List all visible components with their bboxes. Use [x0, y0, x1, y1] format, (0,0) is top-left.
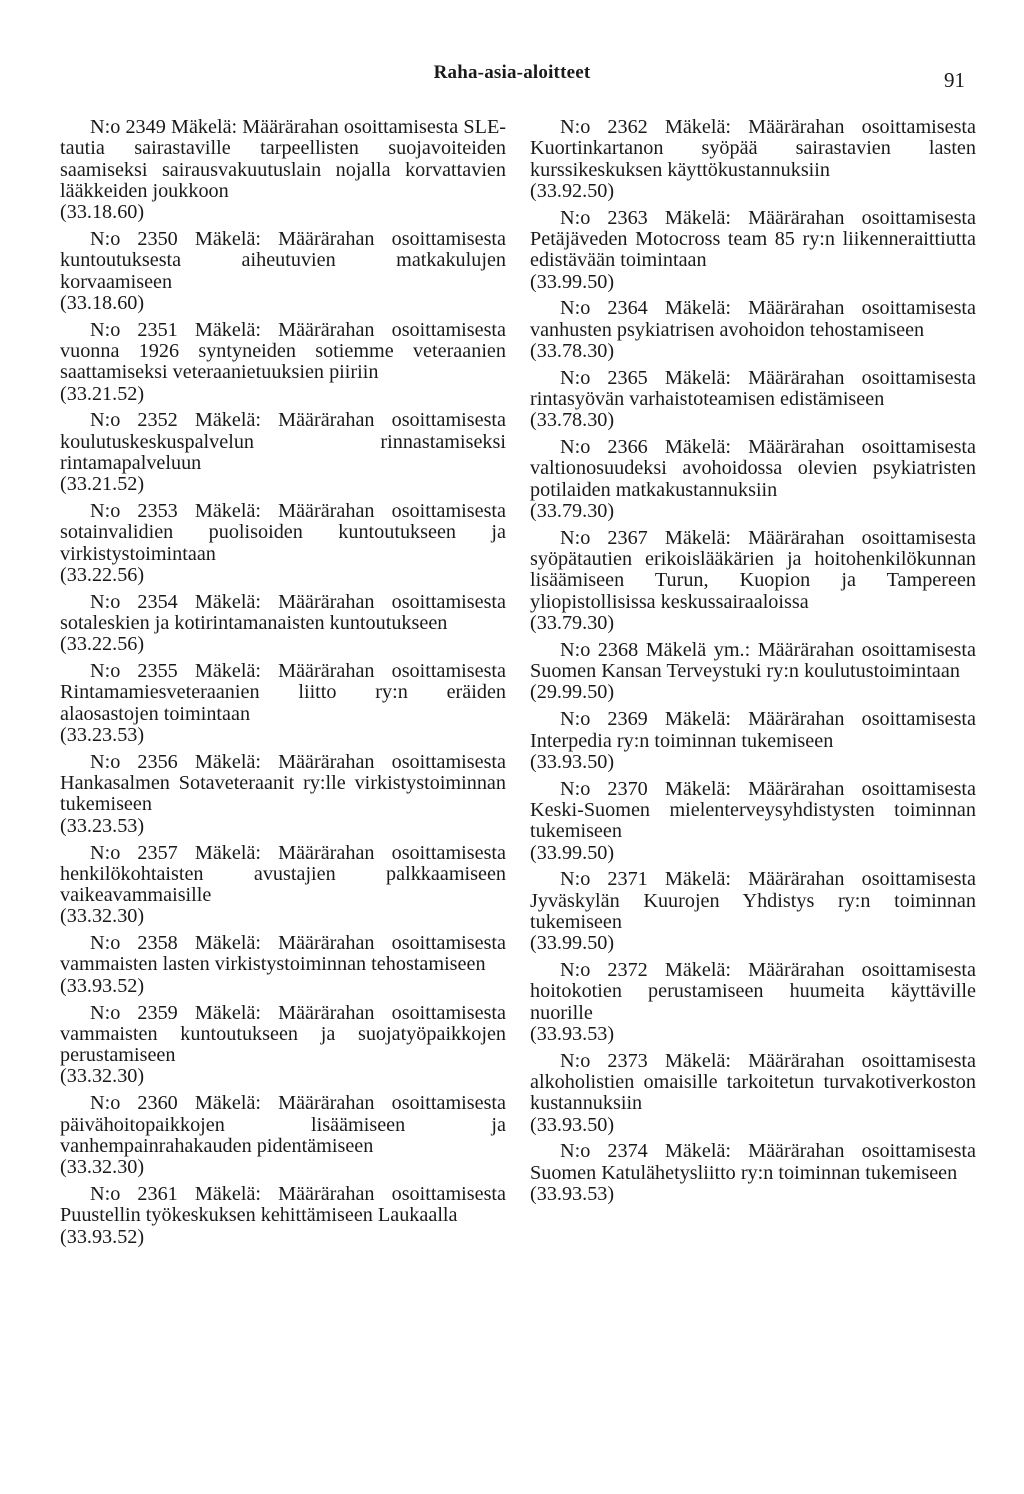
- initiative-entry: [530, 779, 976, 864]
- initiative-entry: [60, 752, 506, 837]
- initiative-title: Mäkelä: Määrärahan osoittamisesta rintasyövän varhaistoteamisen edistämiseen: [530, 366, 976, 411]
- initiative-number: N:o 2357: [90, 841, 178, 864]
- initiative-text: [530, 528, 976, 613]
- initiative-text: [530, 1051, 976, 1115]
- initiative-title: Mäkelä: Määrärahan osoittamisesta Jyväskylän Kuurojen Yhdistys ry:n toiminnan tukemiseen: [530, 868, 976, 933]
- initiative-entry: [530, 869, 976, 954]
- initiative-text: [60, 229, 506, 293]
- budget-item-code: (33.93.50): [530, 750, 615, 773]
- initiative-entry: [60, 661, 506, 746]
- initiative-number: N:o 2352: [90, 409, 178, 432]
- budget-item-code: (33.79.30): [530, 612, 615, 635]
- initiative-title: Mäkelä: Määrärahan osoittamisesta syöpätautien erikoislääkärien ja hoitohenkilökunnan lisäämiseen Turun, Kuopion ja Tampereen yliopistollisissa keskussairaaloissa: [530, 526, 976, 613]
- initiative-title: Mäkelä: Määrärahan osoittamisesta SLE-tautia sairastaville tarpeellisten suojavoiteiden saamiseksi sairausvakuutuslain nojalla korvattavien lääkkeiden joukkoon: [60, 116, 507, 202]
- initiative-title: Mäkelä: Määrärahan osoittamisesta vammaisten lasten virkistystoiminnan tehostamiseen: [60, 932, 506, 976]
- initiative-title: Mäkelä: Määrärahan osoittamisesta Suomen Katulähetysliitto ry:n toiminnan tukemiseen: [530, 1140, 976, 1184]
- initiative-text: [60, 501, 506, 565]
- initiative-text: [530, 117, 976, 181]
- initiative-entry: [60, 592, 506, 656]
- budget-item-code: (33.22.56): [60, 633, 145, 656]
- initiative-text: [530, 869, 976, 933]
- initiative-number: N:o 2351: [90, 318, 178, 341]
- budget-item-code: (33.93.52): [60, 1225, 145, 1248]
- initiative-entry: [60, 1184, 506, 1248]
- initiative-number: N:o 2362: [560, 116, 648, 138]
- budget-item-code: (33.21.52): [60, 473, 145, 496]
- initiative-text: [530, 208, 976, 272]
- initiative-title: Mäkelä: Määrärahan osoittamisesta Rintamamiesveteraanien liitto ry:n eräiden alaosastojen toimintaan: [60, 660, 506, 725]
- running-title: Raha-asia-aloitteet: [433, 62, 591, 83]
- initiative-title: Mäkelä ym.: Määrärahan osoittamisesta Suomen Kansan Terveystuki ry:n koulutustoimintaan: [530, 638, 976, 683]
- right-column: [530, 117, 976, 1211]
- initiative-entry: [530, 640, 976, 704]
- initiative-entry: [530, 208, 976, 293]
- budget-item-code: (33.99.50): [530, 932, 615, 955]
- initiative-entry: [530, 117, 976, 202]
- initiative-title: Mäkelä: Määrärahan osoittamisesta Hankasalmen Sotaveteraanit ry:lle virkistystoiminnan tukemiseen: [60, 750, 506, 816]
- initiative-entry: [60, 843, 506, 928]
- initiative-number: N:o 2367: [560, 526, 648, 549]
- budget-item-code: (33.32.30): [60, 1156, 145, 1179]
- budget-item-code: (33.99.50): [530, 841, 615, 864]
- initiative-number: N:o 2354: [90, 590, 178, 613]
- initiative-title: Mäkelä: Määrärahan osoittamisesta Interpedia ry:n toiminnan tukemiseen: [530, 708, 976, 752]
- initiative-text: [60, 1184, 506, 1227]
- budget-item-code: (33.18.60): [60, 201, 145, 224]
- page-number: 91: [944, 68, 965, 92]
- initiative-number: N:o 2364: [560, 297, 648, 320]
- initiative-text: [530, 960, 976, 1024]
- initiative-text: [60, 933, 506, 976]
- initiative-title: Mäkelä: Määrärahan osoittamisesta valtionosuudeksi avohoidossa olevien psykiatristen potilaiden matkakustannuksiin: [530, 436, 976, 501]
- initiative-number: N:o 2355: [90, 660, 178, 683]
- initiative-entry: [530, 298, 976, 362]
- initiative-title: Mäkelä: Määrärahan osoittamisesta vammaisten kuntoutukseen ja suojatyöpaikkojen perustamiseen: [60, 1001, 506, 1067]
- initiative-text: [530, 298, 976, 341]
- initiative-number: N:o 2361: [90, 1182, 178, 1205]
- initiative-text: [60, 752, 506, 816]
- initiative-number: N:o 2358: [90, 932, 178, 955]
- initiative-entry: [60, 501, 506, 586]
- initiative-entry: [530, 960, 976, 1045]
- initiative-number: N:o 2356: [90, 750, 178, 773]
- initiative-text: [60, 843, 506, 907]
- budget-item-code: (33.22.56): [60, 563, 145, 586]
- initiative-number: N:o 2374: [560, 1140, 648, 1163]
- initiative-text: [530, 779, 976, 843]
- budget-item-code: (33.32.30): [60, 905, 145, 928]
- initiative-title: Mäkelä: Määrärahan osoittamisesta Petäjäveden Motocross team 85 ry:n liikenneraittiutta edistävään toimintaan: [530, 206, 976, 272]
- initiative-number: N:o 2359: [90, 1001, 178, 1024]
- initiative-entry: [530, 528, 976, 634]
- left-column: [60, 117, 506, 1253]
- budget-item-code: (33.99.50): [530, 270, 615, 293]
- initiative-number: N:o 2368: [560, 638, 639, 661]
- initiative-text: [530, 437, 976, 501]
- initiative-entry: [60, 229, 506, 314]
- initiative-title: Mäkelä: Määrärahan osoittamisesta päivähoitopaikkojen lisäämiseen ja vanhempainrahakauden pidentämiseen: [60, 1092, 506, 1157]
- initiative-title: Mäkelä: Määrärahan osoittamisesta sotaleskien ja kotirintamanaisten kuntoutukseen: [60, 590, 506, 635]
- initiative-entry: [60, 410, 506, 495]
- initiative-title: Mäkelä: Määrärahan osoittamisesta alkoholistien omaisille tarkoitetun turvakotiverkoston kustannuksiin: [530, 1049, 976, 1115]
- budget-item-code: (33.78.30): [530, 409, 615, 432]
- initiative-text: [60, 410, 506, 474]
- initiative-number: N:o 2366: [560, 436, 648, 459]
- initiative-number: N:o 2370: [560, 777, 648, 800]
- initiative-text: [530, 1141, 976, 1184]
- initiative-entry: [60, 117, 506, 223]
- initiative-title: Mäkelä: Määrärahan osoittamisesta koulutuskeskuspalvelun rinnastamiseksi rintamapalveluun: [60, 409, 506, 474]
- initiative-title: Mäkelä: Määrärahan osoittamisesta henkilökohtaisten avustajien palkkaamiseen vaikeavammaisille: [60, 841, 506, 907]
- budget-item-code: (33.78.30): [530, 339, 615, 362]
- initiative-number: N:o 2369: [560, 708, 648, 731]
- budget-item-code: (33.21.52): [60, 382, 145, 405]
- initiative-text: [60, 661, 506, 725]
- budget-item-code: (33.32.30): [60, 1065, 145, 1088]
- initiative-text: [530, 640, 976, 683]
- initiative-number: N:o 2365: [560, 366, 648, 389]
- initiative-number: N:o 2373: [560, 1049, 648, 1072]
- initiative-number: N:o 2360: [90, 1092, 178, 1115]
- budget-item-code: (33.93.52): [60, 974, 145, 997]
- initiative-entry: [530, 1051, 976, 1136]
- initiative-title: Mäkelä: Määrärahan osoittamisesta vanhusten psykiatrisen avohoidon tehostamiseen: [530, 297, 976, 341]
- initiative-title: Mäkelä: Määrärahan osoittamisesta Kuortinkartanon syöpää sairastavien lasten kurssikeskuksen käyttökustannuksiin: [530, 116, 976, 181]
- initiative-entry: [530, 437, 976, 522]
- initiative-text: [530, 368, 976, 411]
- budget-item-code: (33.93.50): [530, 1113, 615, 1136]
- initiative-number: N:o 2349: [90, 116, 166, 138]
- initiative-entry: [530, 368, 976, 432]
- initiative-entry: [60, 1003, 506, 1088]
- initiative-title: Mäkelä: Määrärahan osoittamisesta vuonna 1926 syntyneiden sotiemme veteraanien saattamiseksi veteraanietuuksien piiriin: [60, 318, 506, 384]
- initiative-text: [530, 709, 976, 752]
- initiative-text: [60, 1093, 506, 1157]
- initiative-entry: [530, 709, 976, 773]
- initiative-title: Mäkelä: Määrärahan osoittamisesta hoitokotien perustamiseen huumeita käyttäville nuorille: [530, 958, 976, 1024]
- budget-item-code: (33.23.53): [60, 814, 145, 837]
- initiative-text: [60, 1003, 506, 1067]
- initiative-title: Mäkelä: Määrärahan osoittamisesta Keski-Suomen mielenterveysyhdistysten toiminnan tukemiseen: [530, 777, 976, 843]
- budget-item-code: (33.18.60): [60, 291, 145, 314]
- initiative-text: [60, 117, 506, 202]
- initiative-title: Mäkelä: Määrärahan osoittamisesta kuntoutuksesta aiheutuvien matkakulujen korvaamiseen: [60, 227, 506, 293]
- initiative-entry: [530, 1141, 976, 1205]
- initiative-number: N:o 2363: [560, 206, 648, 229]
- initiative-text: [60, 592, 506, 635]
- budget-item-code: (29.99.50): [530, 681, 615, 704]
- initiative-number: N:o 2350: [90, 227, 178, 250]
- initiative-title: Mäkelä: Määrärahan osoittamisesta Puustellin työkeskuksen kehittämiseen Laukaalla: [60, 1182, 506, 1227]
- budget-item-code: (33.93.53): [530, 1182, 615, 1205]
- initiative-entry: [60, 933, 506, 997]
- initiative-title: Mäkelä: Määrärahan osoittamisesta sotainvalidien puolisoiden kuntoutukseen ja virkistystoimintaan: [60, 500, 506, 565]
- initiative-entry: [60, 320, 506, 405]
- initiative-number: N:o 2371: [560, 868, 648, 891]
- budget-item-code: (33.79.30): [530, 500, 615, 523]
- initiative-entry: [60, 1093, 506, 1178]
- initiative-text: [60, 320, 506, 384]
- budget-item-code: (33.23.53): [60, 724, 145, 747]
- budget-item-code: (33.92.50): [530, 179, 615, 202]
- budget-item-code: (33.93.53): [530, 1022, 615, 1045]
- initiative-number: N:o 2372: [560, 958, 648, 981]
- initiative-number: N:o 2353: [90, 500, 178, 523]
